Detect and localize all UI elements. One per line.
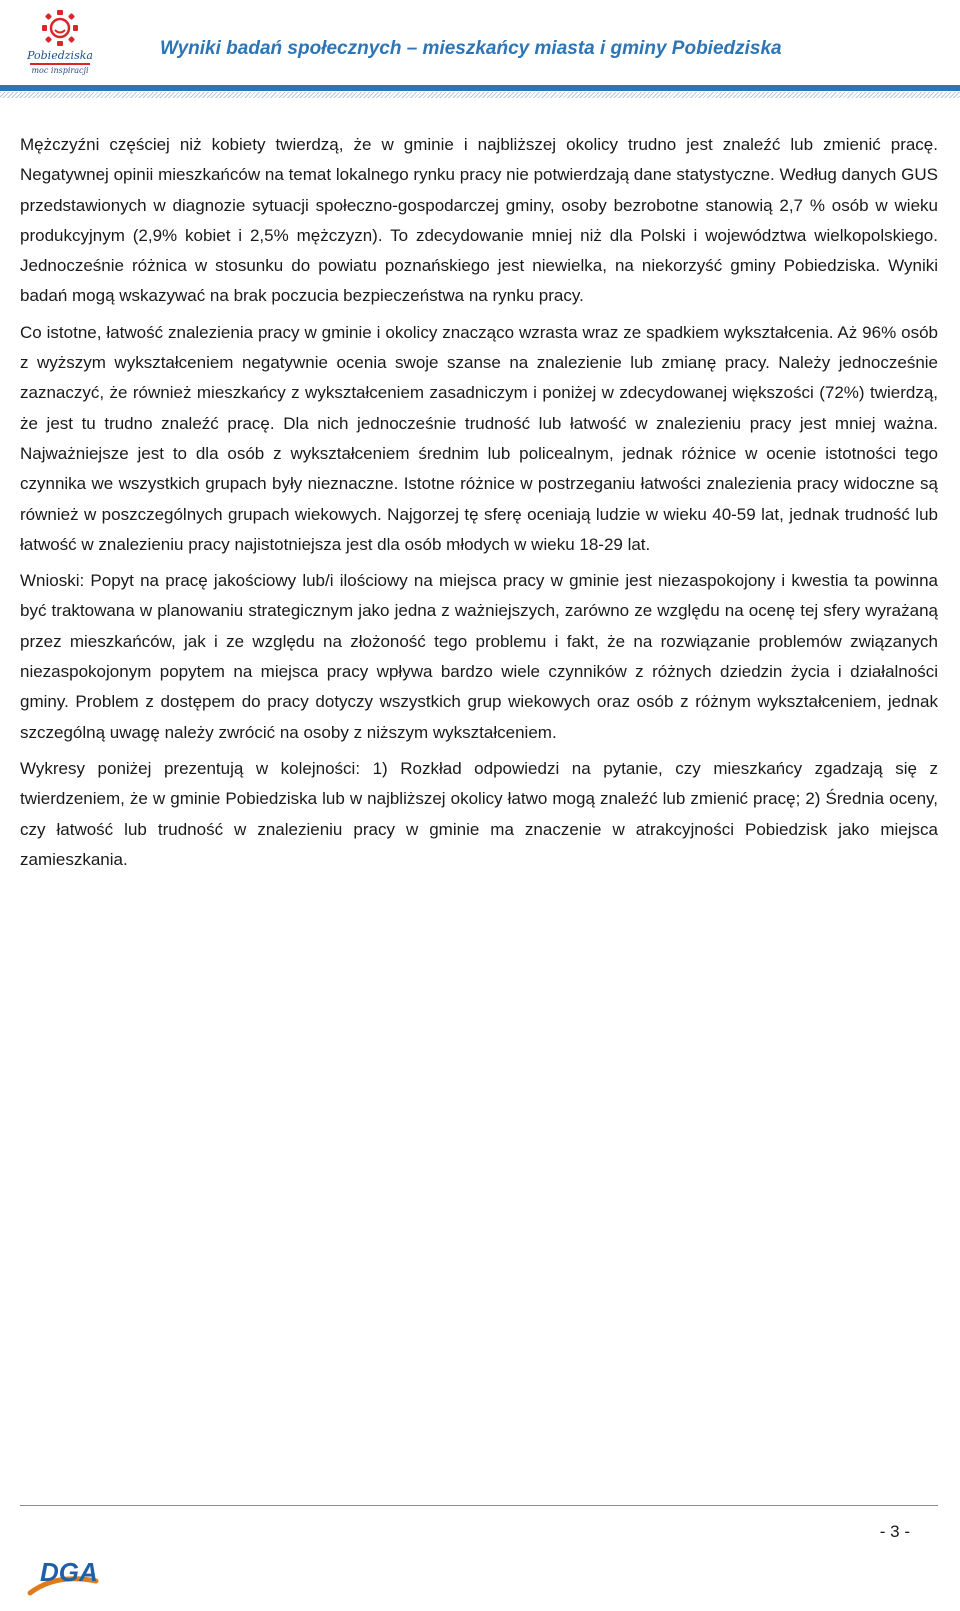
page-header [0,0,960,100]
logo-underline [30,63,90,65]
logo-tagline: moc inspiracji [31,66,89,75]
header-hatch-rule [0,92,960,98]
header-rule [0,85,960,91]
pobiedziska-logo [18,8,102,84]
document-running-title: Wyniki badań społecznych – mieszkańcy miasta i gminy Pobiedziska [160,38,782,59]
document-body [20,130,938,881]
paragraph: Co istotne, łatwość znalezienia pracy w gminie i okolicy znacząco wzrasta wraz ze spadkiem wykształcenia. Aż 96% osób z wyższym wykształceniem negatywnie ocenia swoje szanse na znalezienie lub zmianę pracy. Należy jednocześnie zaznaczyć, że również mieszkańcy z wykształceniem zasadniczym i poniżej w zdecydowanej większości (72%) twierdzą, że jest tu trudno znaleźć pracę. Dla nich jednocześnie trudność lub łatwość w znalezieniu pracy jest mniej ważna. Najważniejsze jest to dla osób z wykształceniem średnim lub policealnym, jednak różnice w ocenie istotności tego czynnika we wszystkich grupach były nieznaczne. Istotne różnice w postrzeganiu łatwości znalezienia pracy widoczne są również w poszczególnych grupach wiekowych. Najgorzej tę sferę oceniają ludzie w wieku 40-59 lat, jednak trudność lub łatwość w znalezieniu pracy najistotniejsza jest dla osób młodych w wieku 18-29 lat. [20,322,938,554]
paragraph: Wykresy poniżej prezentują w kolejności: 1) Rozkład odpowiedzi na pytanie, czy mieszkańcy zgadzają się z twierdzeniem, że w gminie Pobiedziska lub w najbliższej okolicy łatwo mogą znaleźć lub zmienić pracę; 2) Średnia oceny, czy łatwość lub trudność w znalezieniu pracy w gminie ma znaczenie w atrakcyjności Pobiedzisk jako miejsca zamieszkania. [20,758,938,869]
sun-emblem-icon [40,8,80,48]
dga-logo-text: DGA [40,1557,98,1587]
paragraph: Wnioski: Popyt na pracę jakościowy lub/i ilościowy na miejsca pracy w gminie jest niezaspokojony i kwestia ta powinna być traktowana w planowaniu strategicznym jako jedna z ważniejszych, zarówno ze względu na ocenę tej sfery wyrażaną przez mieszkańców, jak i ze względu na złożoność tego problemu i fakt, że na rozwiązanie problemów związanych niezaspokojonym popytem na miejsca pracy wpływa bardzo wiele czynników z różnych dziedzin życia i działalności gminy. Problem z dostępem do pracy dotyczy wszystkich grup wiekowych oraz osób z różnym wykształceniem, jednak szczególną uwagę należy zwrócić na osoby z niższym wykształceniem. [20,571,938,742]
logo-name: Pobiedziska [27,49,93,62]
footer-rule [20,1505,938,1506]
paragraph: Mężczyźni częściej niż kobiety twierdzą, że w gminie i najbliższej okolicy trudno jest znaleźć lub zmienić pracę. Negatywnej opinii mieszkańców na temat lokalnego rynku pracy nie potwierdzają dane statystyczne. Według danych GUS przedstawionych w diagnozie sytuacji społeczno-gospodarczej gminy, osoby bezrobotne stanowią 2,7 % osób w wieku produkcyjnym (2,9% kobiet i 2,5% mężczyzn). To zdecydowanie mniej niż dla Polski i województwa wielkopolskiego. Jednocześnie różnica w stosunku do powiatu poznańskiego jest niewielka, na niekorzyść gminy Pobiedziska. Wyniki badań mogą wskazywać na brak poczucia bezpieczeństwa na rynku pracy. [20,135,938,306]
page-number: - 3 - [879,1522,910,1541]
dga-logo [26,1553,126,1597]
